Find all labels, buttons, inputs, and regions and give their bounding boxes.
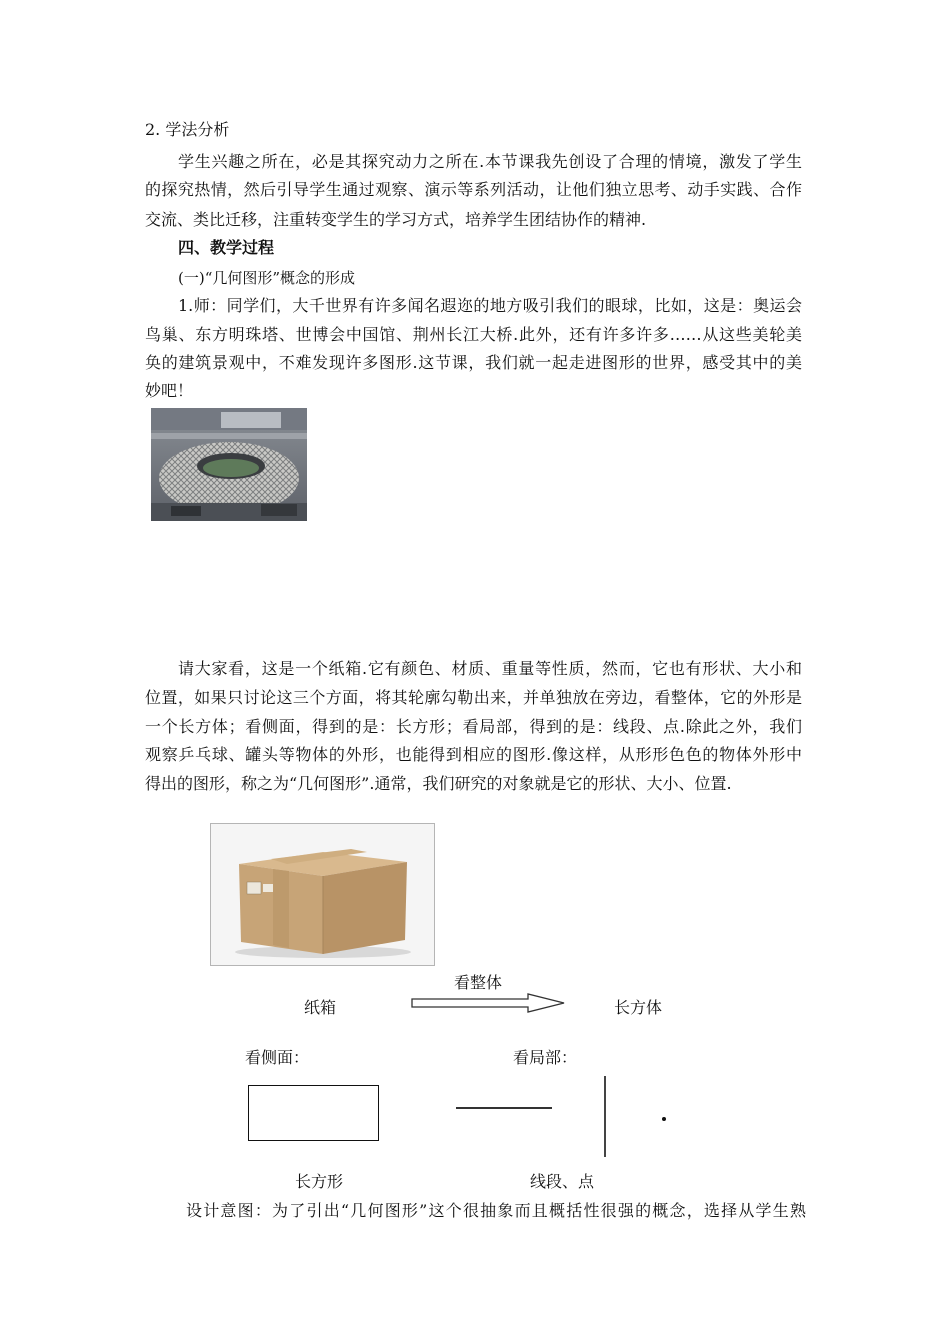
caption-rectangle: 长方形 xyxy=(295,1172,344,1191)
label-part-view: 看局部： xyxy=(513,1048,578,1067)
paragraph-line: 设计意图：为了引出“几何图形”这个很抽象而且概括性很强的概念，选择从学生熟 xyxy=(186,1201,806,1220)
label-cuboid: 长方体 xyxy=(614,998,663,1017)
point-dot xyxy=(662,1117,666,1121)
paragraph-line: 妙吧！ xyxy=(145,381,194,400)
paragraph-line: 观察乒乓球、罐头等物体的外形，也能得到相应的图形.像这样，从形形色色的物体外形中 xyxy=(145,745,802,764)
birds-nest-stadium-photo xyxy=(151,408,307,521)
cardboard-box-photo xyxy=(210,823,435,966)
paragraph-line: 位置，如果只讨论这三个方面，将其轮廓勾勒出来，并单独放在旁边，看整体，它的外形是 xyxy=(145,688,802,707)
paragraph-line: 奂的建筑景观中，不难发现许多图形.这节课，我们就一起走进图形的世界，感受其中的美 xyxy=(145,353,802,372)
paragraph-line: 的探究热情，然后引导学生通过观察、演示等系列活动，让他们独立思考、动手实践、合作 xyxy=(145,180,802,199)
paragraph-line: 请大家看，这是一个纸箱.它有颜色、材质、重量等性质，然而，它也有形状、大小和 xyxy=(178,659,802,678)
vertical-line-segment xyxy=(604,1076,606,1157)
label-carton: 纸箱 xyxy=(304,998,337,1017)
subheading: (一)“几何图形”概念的形成 xyxy=(178,269,356,287)
paragraph-line: 学生兴趣之所在，必是其探究动力之所在.本节课我先创设了合理的情境，激发了学生 xyxy=(178,152,802,171)
rectangle-shape xyxy=(248,1085,379,1141)
paragraph-line: 鸟巢、东方明珠塔、世博会中国馆、荆州长江大桥.此外，还有许多许多……从这些美轮美 xyxy=(145,325,802,344)
right-arrow-icon xyxy=(410,993,568,1013)
paragraph-line: 得出的图形，称之为“几何图形”.通常，我们研究的对象就是它的形状、大小、位置. xyxy=(145,774,732,793)
horizontal-line-segment xyxy=(456,1107,552,1109)
paragraph-line: 1.师：同学们，大千世界有许多闻名遐迩的地方吸引我们的眼球，比如，这是：奥运会 xyxy=(178,296,802,315)
label-side-view: 看侧面： xyxy=(245,1048,310,1067)
paragraph-line: 交流、类比迁移，注重转变学生的学习方式，培养学生团结协作的精神. xyxy=(145,210,647,229)
section-heading-teaching-process: 四、教学过程 xyxy=(178,238,275,257)
caption-segment-point: 线段、点 xyxy=(530,1172,595,1191)
arrow-label-overall: 看整体 xyxy=(454,973,503,992)
paragraph-line: 一个长方体；看侧面，得到的是：长方形；看局部，得到的是：线段、点.除此之外，我们 xyxy=(145,717,802,736)
section-heading: 2. 学法分析 xyxy=(145,120,230,139)
